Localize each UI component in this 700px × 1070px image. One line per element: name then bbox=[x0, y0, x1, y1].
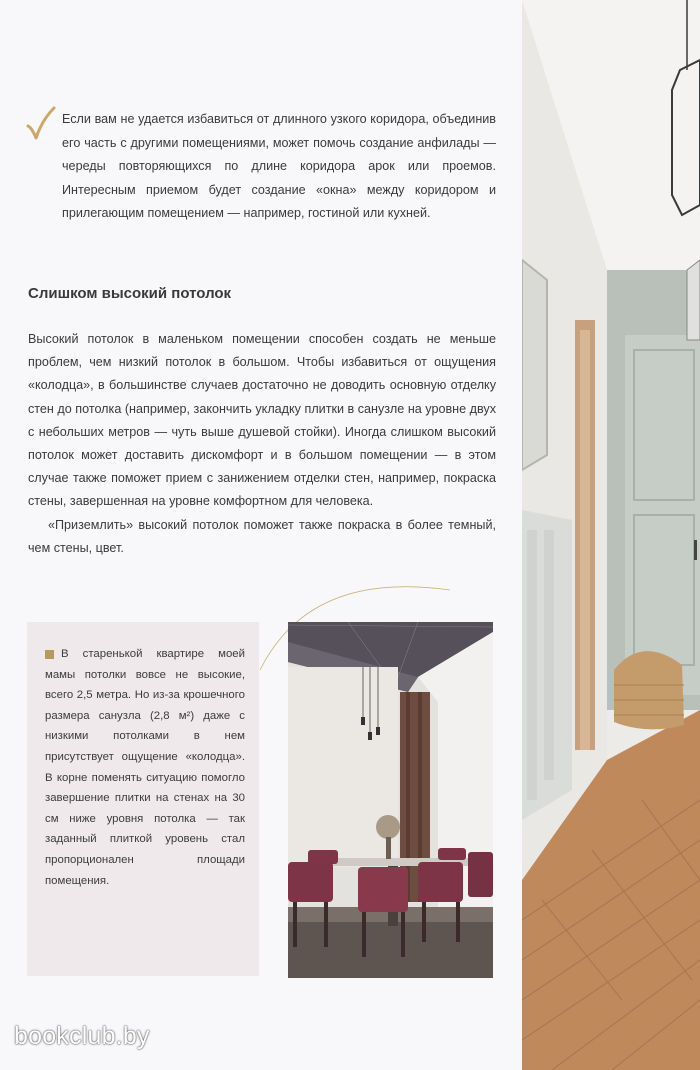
note-text: В старенькой квартире моей мамы потолки вовсе не высокие, всего 2,5 метра. Но из-за крошечного размера санузла (2,8 м²) даже с низкими потолками в нем присутствует ощущение «колодца». В корне поменять ситуацию помогло завершение плитки на стенах на 30 см ниже уровня потолка — так заданный плиткой уровень стал пропорционален площади помещения. bbox=[45, 648, 245, 887]
paragraph-1: Высокий потолок в маленьком помещении способен создать не меньше проблем, чем низкий потолок в большом. Чтобы избавиться от ощущения «колодца», в большинстве случаев достаточно не доводить основную отделку стен до потолка (например, закончить укладку плитки в санузле на уровне двух с небольших метров — чуть выше душевой стойки). Иногда слишком высокий потолок может доставить дискомфорт и в большом помещении — в этом случае также поможет прием с занижением отделки стен, например, покраска стены, завершенная на уровне комфортном для человека. bbox=[28, 332, 496, 509]
section-title: Слишком высокий потолок bbox=[28, 285, 232, 302]
paragraph-2: «Приземлить» высокий потолок поможет также покраска в более темный, чем стены, цвет. bbox=[28, 517, 496, 555]
checkmark-icon bbox=[26, 106, 56, 142]
body-text bbox=[28, 328, 496, 560]
watermark: bookclub.by bbox=[14, 1022, 150, 1050]
hallway-photo bbox=[522, 0, 700, 1070]
tip-text: Если вам не удается избавиться от длинного узкого коридора, объединив его часть с другими помещениями, может помочь создание анфилады — череды повторяющихся по длине коридора арок или проемов. Интересным приемом будет создание «окна» между коридором и прилегающим помещением — например, гостиной или кухней. bbox=[62, 112, 496, 220]
dining-room-photo bbox=[288, 622, 493, 978]
